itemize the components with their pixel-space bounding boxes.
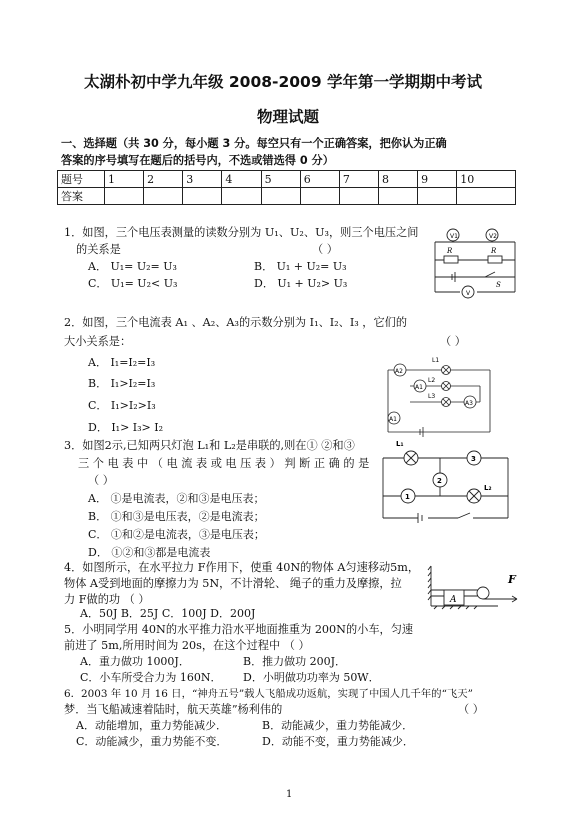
q1-r-label: R: [447, 247, 453, 255]
answer-table-row-answers: [58, 188, 516, 205]
q6-option-b: B．动能减少，重力势能减少．: [262, 719, 414, 732]
answer-number-cell: 7: [339, 171, 378, 188]
q3-line1: 3．如图2示,已知两只灯泡 L₁和 L₂是串联的,则在① ②和③: [64, 439, 355, 452]
q1-paren: （ ）: [312, 243, 338, 256]
q2-a1-top-label: A1: [415, 384, 423, 391]
q3-circuit-diagram: [378, 438, 513, 528]
q1-v3-label: V: [466, 290, 471, 297]
answer-cell[interactable]: [144, 188, 183, 205]
answer-cell[interactable]: [457, 188, 516, 205]
answer-number-cell: 9: [418, 171, 457, 188]
q4-line1: 4．如图所示，在水平拉力 F作用下，使重 40N的物体 A匀速移动5m，: [64, 561, 420, 574]
answer-cell[interactable]: [339, 188, 378, 205]
q1-v1-label: V1: [450, 233, 458, 240]
q1-line1: 1．如图，三个电压表测量的读数分别为 U₁、U₂、U₃，则三个电压之间: [64, 226, 419, 239]
q6-option-c: C．动能减少，重力势能不变．: [76, 735, 228, 748]
q1-circuit-diagram: [430, 222, 520, 302]
q3-l1-label: L₁: [396, 440, 404, 448]
q5-line2: 前进了 5m,所用时间为 20s，在这个过程中 （ ）: [64, 639, 310, 652]
q2-option-b: B． I₁>I₂=I₃: [88, 377, 156, 390]
answer-cell[interactable]: [300, 188, 339, 205]
answer-cell[interactable]: [261, 188, 300, 205]
answer-cell[interactable]: [105, 188, 144, 205]
q2-option-d: D． I₁> I₃> I₂: [88, 421, 164, 434]
q5-option-c: C．小车所受合力为 160N．: [80, 671, 222, 684]
answer-table: [57, 170, 516, 205]
q2-l3-label: L3: [428, 393, 436, 400]
q5-line1: 5．小明同学用 40N的水平推力沿水平地面推重为 200N的小车，匀速: [64, 623, 414, 636]
q4-line3: 力 F做的功 （ ）: [64, 593, 150, 606]
q2-a1-label: A1: [389, 416, 397, 423]
exam-title: 太湖朴初中学九年级 2008-2009 学年第一学期期中考试: [84, 73, 483, 91]
q2-option-c: C． I₁>I₂>I₃: [88, 399, 156, 412]
answer-number-cell: 2: [144, 171, 183, 188]
q3-meter2-label: 2: [437, 477, 442, 485]
answer-number-cell: 1: [105, 171, 144, 188]
answer-cell[interactable]: [222, 188, 261, 205]
q1-r2-label: R: [491, 247, 497, 255]
q5-option-b: B．推力做功 200J．: [243, 655, 346, 668]
q4-line2: 物体 A受到地面的摩擦力为 5N，不计滑轮、 绳子的重力及摩擦，拉: [64, 577, 402, 590]
q3-meter1-label: 1: [405, 493, 410, 501]
q3-paren: （ ）: [88, 474, 114, 487]
q1-option-b: B． U₁ + U₂= U₃: [254, 260, 347, 273]
answer-table-header: 答案: [58, 188, 105, 205]
q1-option-c: C． U₁= U₂< U₃: [88, 277, 178, 290]
q5-option-a: A．重力做功 1000J．: [80, 655, 190, 668]
q3-l2-label: L₂: [484, 484, 492, 492]
q6-line1: 6．2003 年 10 月 16 日，“神舟五号”载人飞船成功返航，实现了中国人几千年的“飞天”: [64, 688, 473, 700]
q2-l1-label: L1: [432, 357, 440, 364]
answer-cell[interactable]: [183, 188, 222, 205]
q1-option-d: D． U₁ + U₂> U₃: [254, 277, 348, 290]
q2-option-a: A． I₁=I₂=I₃: [88, 356, 156, 369]
q3-option-a: A． ①是电流表，②和③是电压表；: [88, 492, 265, 505]
q3-option-b: B． ①和③是电压表，②是电流表；: [88, 510, 265, 523]
answer-table-row-numbers: [58, 171, 516, 188]
q1-v2-label: V2: [489, 233, 497, 240]
q4-pulley-diagram: [428, 560, 523, 610]
q2-a2-label: A2: [395, 368, 403, 375]
q1-line2: 的关系是: [76, 243, 121, 256]
answer-number-cell: 4: [222, 171, 261, 188]
answer-table-header: 题号: [58, 171, 105, 188]
q4-force-label: F: [508, 573, 516, 586]
page-number: 1: [286, 789, 293, 800]
answer-number-cell: 10: [457, 171, 516, 188]
q2-l2-label: L2: [428, 377, 436, 384]
q3-option-d: D． ①②和③都是电流表: [88, 546, 211, 559]
q2-circuit-diagram: [380, 352, 510, 442]
q6-option-a: A．动能增加，重力势能减少．: [76, 719, 227, 732]
q3-option-c: C． ①和②是电流表，③是电压表；: [88, 528, 265, 541]
q6-line2: 梦．当飞船减速着陆时，航天英雄”杨利伟的: [64, 703, 283, 716]
q3-line2: 三 个 电 表 中 （ 电 流 表 或 电 压 表 ） 判 断 正 确 的 是: [78, 457, 370, 470]
q4-block-label: A: [450, 595, 457, 605]
q2-line1: 2．如图，三个电流表 A₁ 、A₂、A₃的示数分别为 I₁、I₂、I₃ ，它们的: [64, 316, 408, 329]
q2-line2: 大小关系是：: [64, 335, 132, 348]
answer-number-cell: 6: [300, 171, 339, 188]
q6-paren: （ ）: [458, 703, 484, 716]
q3-meter3-label: 3: [471, 455, 476, 463]
q1-option-a: A． U₁= U₂= U₃: [88, 260, 177, 273]
q2-a3-label: A3: [465, 400, 473, 407]
answer-cell[interactable]: [418, 188, 457, 205]
q1-s-label: S: [496, 281, 501, 289]
exam-subtitle: 物理试题: [257, 108, 320, 126]
section1-line2: 答案的序号填写在题后的括号内，不选或错选得 0 分）: [61, 154, 334, 167]
answer-number-cell: 8: [378, 171, 417, 188]
q5-option-d: D．小明做功功率为 50W．: [243, 671, 380, 684]
answer-number-cell: 3: [183, 171, 222, 188]
q2-paren: （ ）: [440, 335, 466, 348]
answer-number-cell: 5: [261, 171, 300, 188]
section1-line1: 一、选择题（共 30 分，每小题 3 分。每空只有一个正确答案，把你认为正确: [61, 137, 447, 150]
q4-options: A．50J B．25J C．100J D．200J: [80, 607, 256, 620]
q6-option-d: D．动能不变，重力势能减少．: [262, 735, 414, 748]
answer-cell[interactable]: [378, 188, 417, 205]
